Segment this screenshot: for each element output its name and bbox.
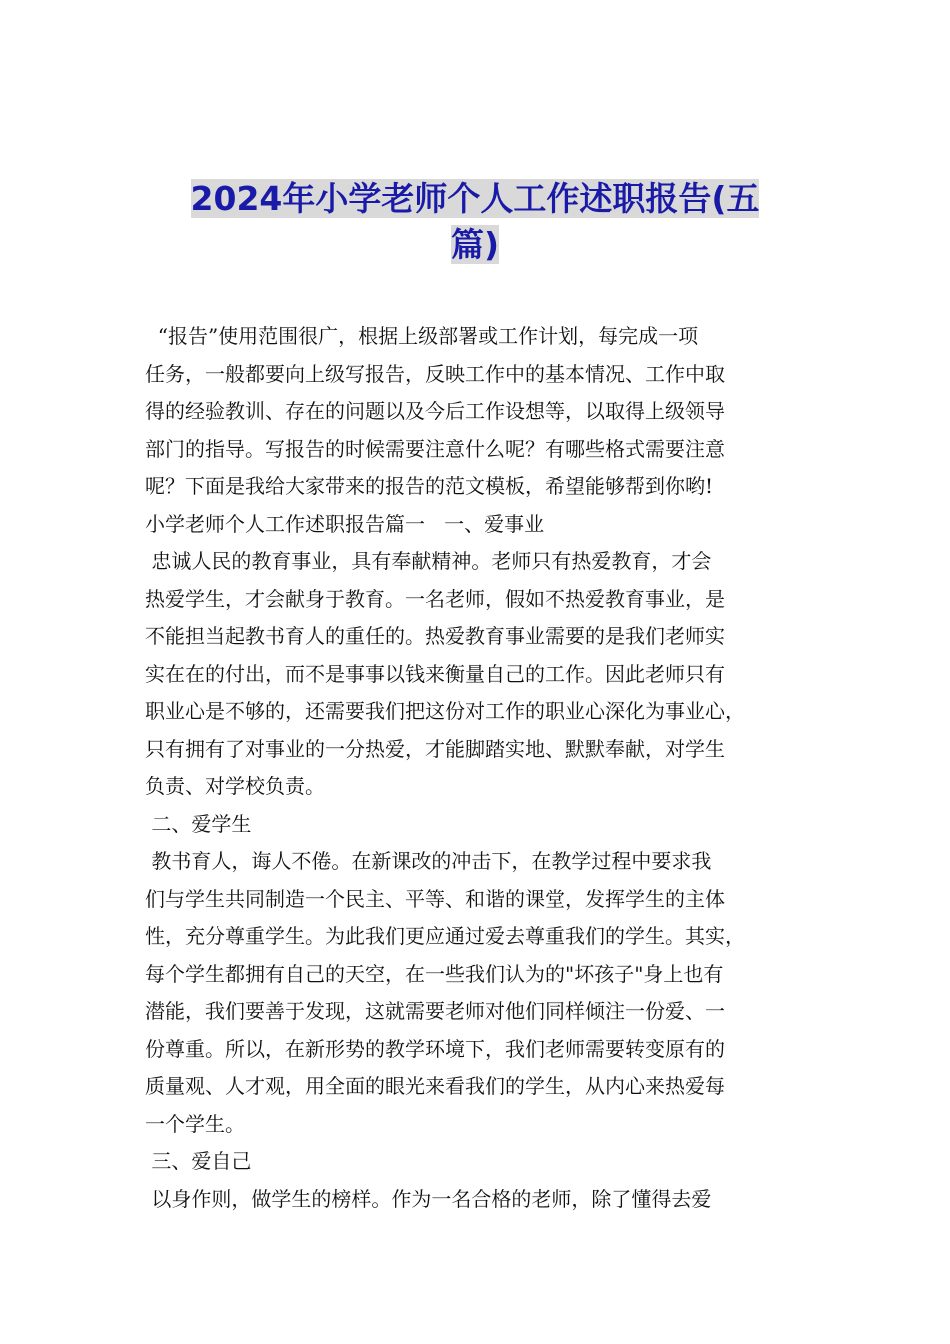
body-line: 不能担当起教书育人的重任的。热爱教育事业需要的是我们老师实	[145, 624, 725, 648]
body-line: 们与学生共同制造一个民主、平等、和谐的课堂，发挥学生的主体	[145, 886, 725, 911]
body-line: 忠诚人民的教育事业，具有奉献精神。老师只有热爱教育，才会	[145, 549, 712, 573]
title-line-1: 2024年小学老师个人工作述职报告(五	[190, 179, 760, 218]
body-line: 只有拥有了对事业的一分热爱，才能脚踏实地、默默奉献，对学生	[145, 736, 725, 761]
section-heading-2: 二、爱学生	[145, 811, 252, 836]
body-line: 职业心是不够的，还需要我们把这份对工作的职业心深化为事业心，	[145, 699, 745, 723]
body-line: 得的经验教训、存在的问题以及今后工作设想等，以取得上级领导	[145, 399, 725, 423]
body-line: 部门的指导。写报告的时候需要注意什么呢？有哪些格式需要注意	[145, 436, 725, 461]
body-line: 实在在的付出，而不是事事以钱来衡量自己的工作。因此老师只有	[145, 661, 725, 686]
body-line: 以身作则，做学生的榜样。作为一名合格的老师，除了懂得去爱	[145, 1186, 712, 1211]
body-line: 每个学生都拥有自己的天空，在一些我们认为的"坏孩子"身上也有	[145, 961, 724, 986]
document-title	[145, 176, 805, 268]
body-line: 教书育人，诲人不倦。在新课改的冲击下，在教学过程中要求我	[145, 849, 712, 873]
section-heading-1: 小学老师个人工作述职报告篇一 一、爱事业	[145, 511, 545, 536]
body-line: 任务，一般都要向上级写报告，反映工作中的基本情况、工作中取	[145, 361, 725, 386]
body-line: 潜能，我们要善于发现，这就需要老师对他们同样倾注一份爱、一	[145, 999, 725, 1023]
document-body	[145, 318, 815, 1218]
body-line: 份尊重。所以，在新形势的教学环境下，我们老师需要转变原有的	[145, 1036, 725, 1061]
body-line: 性，充分尊重学生。为此我们更应通过爱去尊重我们的学生。其实，	[145, 924, 745, 948]
section-heading-3: 三、爱自己	[145, 1149, 252, 1173]
body-line: “报告”使用范围很广，根据上级部署或工作计划，每完成一项	[145, 324, 699, 348]
body-line: 一个学生。	[145, 1111, 245, 1136]
title-line-2: 篇)	[450, 225, 500, 264]
body-line: 热爱学生，才会献身于教育。一名老师，假如不热爱教育事业，是	[145, 586, 725, 611]
body-line: 负责、对学校负责。	[145, 774, 325, 798]
body-line: 呢？下面是我给大家带来的报告的范文模板，希望能够帮到你哟!	[145, 474, 714, 498]
body-line: 质量观、人才观，用全面的眼光来看我们的学生，从内心来热爱每	[145, 1074, 725, 1098]
